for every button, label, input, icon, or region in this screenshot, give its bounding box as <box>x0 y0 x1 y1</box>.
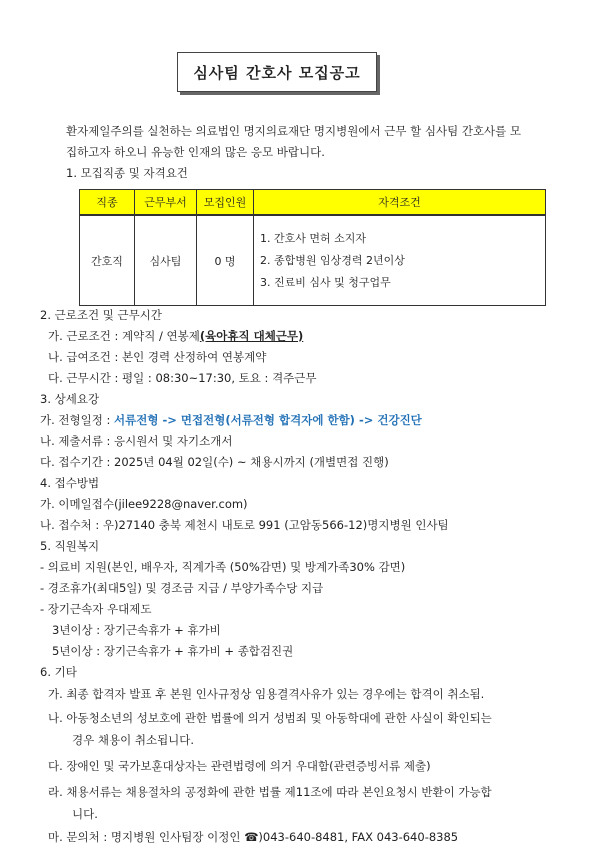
s6-item-d-line2: 니다. <box>72 807 98 821</box>
s3-item-c: 다. 접수기간 : 2025년 04월 02일(수) ~ 채용시까지 (개별면접 진행) <box>40 455 389 469</box>
s5-item-e: 5년이상 : 장기근속휴가 + 휴가비 + 종합검진권 <box>52 644 294 658</box>
s6-item-a: 가. 최종 합격자 발표 후 본원 인사규정상 임용결격사유가 있는 경우에는 합격이 취소됨. <box>48 687 485 701</box>
cell-count: 0 명 <box>197 215 254 306</box>
s5-item-c: - 장기근속자 우대제도 <box>40 602 152 616</box>
requirements-table <box>79 189 546 306</box>
intro-line-2: 집하고자 하오니 유능한 인재의 많은 응모 바랍니다. <box>66 145 325 159</box>
section-3-heading: 3. 상세요강 <box>40 392 100 406</box>
table-row <box>80 215 546 306</box>
s3-item-b: 나. 제출서류 : 응시원서 및 자기소개서 <box>40 434 233 448</box>
s4-item-b: 나. 접수처 : 우)27140 충북 제천시 내토로 991 (고암동566-12)명지병원 인사팀 <box>40 518 449 532</box>
section-5-heading: 5. 직원복지 <box>40 539 100 553</box>
section-4-heading: 4. 접수방법 <box>40 476 100 490</box>
page-title: 심사팀 간호사 모집공고 <box>193 63 361 82</box>
s3-item-a <box>40 412 422 428</box>
s6-item-b-line2: 경우 채용이 취소됩니다. <box>72 733 195 747</box>
s2-item-b: 나. 급여조건 : 본인 경력 산정하여 연봉계약 <box>48 350 267 364</box>
header-job: 직종 <box>80 190 135 216</box>
s3-item-a-text: 가. 전형일정 : <box>40 413 115 427</box>
section-1-heading: 1. 모집직종 및 자격요건 <box>66 166 188 180</box>
section-6-heading: 6. 기타 <box>40 665 77 679</box>
qual-2: 2. 종합병원 임상경력 2년이상 <box>260 253 405 267</box>
s5-item-a: - 의료비 지원(본인, 배우자, 직계가족 (50%감면) 및 방계가족30% 감면) <box>40 560 406 574</box>
s4-item-a: 가. 이메일접수(jilee9228@naver.com) <box>40 497 248 511</box>
s2-item-c: 다. 근무시간 : 평일 : 08:30~17:30, 토요 : 격주근무 <box>48 371 317 385</box>
section-2-heading: 2. 근로조건 및 근무시간 <box>40 308 162 322</box>
intro-line-1: 환자제일주의를 실천하는 의료법인 명지의료재단 명지병원에서 근무 할 심사팀 간호사를 모 <box>66 124 522 138</box>
header-count: 모집인원 <box>197 190 254 216</box>
s5-item-d: 3년이상 : 장기근속휴가 + 휴가비 <box>52 623 221 637</box>
title-box <box>177 52 377 92</box>
intro <box>66 121 556 184</box>
s2-item-a-text: 가. 근로조건 : 계약직 / 연봉제 <box>48 329 200 343</box>
s3-item-a-schedule: 서류전형 -> 면접전형(서류전형 합격자에 한함) -> 건강진단 <box>114 413 422 427</box>
cell-quals <box>254 215 546 306</box>
cell-dept: 심사팀 <box>135 215 197 306</box>
cell-job: 간호직 <box>80 215 135 306</box>
header-dept: 근무부서 <box>135 190 197 216</box>
s5-item-b: - 경조휴가(최대5일) 및 경조금 지급 / 부양가족수당 지급 <box>40 581 324 595</box>
qual-1: 1. 간호사 면허 소지자 <box>260 231 366 245</box>
header-quals: 자격조건 <box>254 190 546 216</box>
s6-item-e: 마. 문의처 : 명지병원 인사팀장 이정인 ☎)043-640-8481, FAX 043-640-8385 <box>48 830 459 844</box>
s6-item-d-line1: 라. 채용서류는 채용절차의 공정화에 관한 법률 제11조에 따라 본인요청시 반환이 가능합 <box>48 785 492 799</box>
s2-item-a <box>48 328 303 344</box>
qual-3: 3. 진료비 심사 및 청구업무 <box>260 275 391 289</box>
s6-item-b-line1: 나. 아동청소년의 성보호에 관한 법률에 의거 성범죄 및 아동학대에 관한 사실이 확인되는 <box>48 711 492 725</box>
s2-item-a-emphasis: (육아휴직 대체근무) <box>199 329 304 343</box>
table-header-row <box>80 190 546 216</box>
s6-item-c: 다. 장애인 및 국가보훈대상자는 관련법령에 의거 우대함(관련증빙서류 제출) <box>48 759 431 773</box>
